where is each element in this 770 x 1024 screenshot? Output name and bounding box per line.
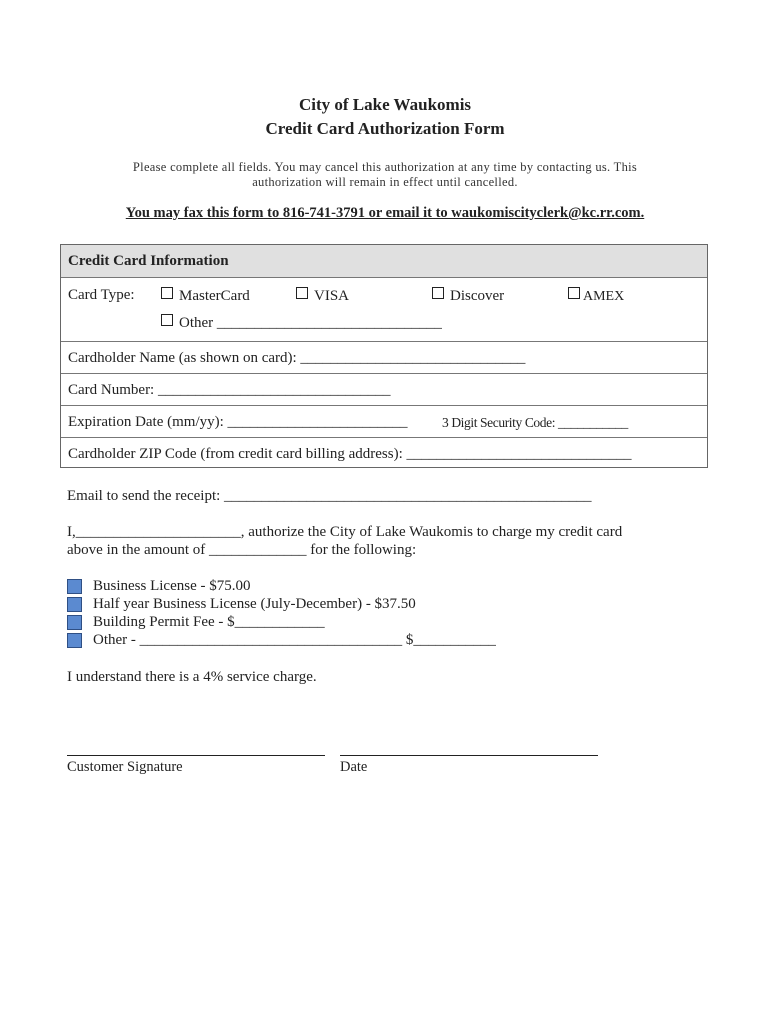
checkbox-icon[interactable] — [161, 287, 173, 299]
receipt-email-field[interactable]: Email to send the receipt: _________________________________________________ — [67, 488, 592, 504]
zip-row — [61, 437, 707, 468]
date-line[interactable] — [340, 755, 598, 756]
card-type-mastercard[interactable]: MasterCard — [161, 287, 250, 305]
authorization-line-1[interactable]: I,______________________, authorize the City of Lake Waukomis to charge my credit card — [67, 524, 623, 540]
cardholder-name-row — [61, 341, 707, 373]
checkbox-icon[interactable] — [161, 314, 173, 326]
item-checkbox[interactable] — [67, 579, 82, 594]
item-other[interactable]: Other - ___________________________________ $___________ — [93, 632, 496, 648]
checkbox-icon[interactable] — [568, 287, 580, 299]
instructions-line-1: Please complete all fields. You may cancel this authorization at any time by contacting us. This — [132, 160, 638, 174]
expiration-row — [61, 405, 707, 437]
customer-signature-label: Customer Signature — [67, 759, 183, 775]
item-checkbox[interactable] — [67, 615, 82, 630]
item-checkbox[interactable] — [67, 633, 82, 648]
authorization-line-2[interactable]: above in the amount of _____________ for the following: — [67, 542, 417, 558]
card-type-visa[interactable]: VISA — [296, 287, 349, 305]
card-type-label: Card Type: — [68, 287, 135, 303]
security-code-field[interactable]: 3 Digit Security Code: ___________ — [442, 415, 628, 430]
item-checkbox[interactable] — [67, 597, 82, 612]
card-type-other[interactable]: Other ______________________________ — [161, 314, 442, 332]
card-number-row — [61, 373, 707, 405]
form-title: Credit Card Authorization Form — [265, 119, 505, 138]
card-type-row — [61, 277, 707, 341]
form-org-title: City of Lake Waukomis — [298, 95, 472, 114]
item-business-license: Business License - $75.00 — [93, 578, 251, 594]
card-number-field[interactable]: Card Number: _______________________________ — [68, 382, 391, 398]
table-header-row — [61, 245, 707, 277]
instructions-line-2: authorization will remain in effect until cancelled. — [252, 175, 518, 189]
checkbox-icon[interactable] — [432, 287, 444, 299]
item-building-permit[interactable]: Building Permit Fee - $____________ — [93, 614, 325, 630]
expiration-date-field[interactable]: Expiration Date (mm/yy): ________________________ — [68, 414, 408, 430]
credit-card-info-table — [60, 244, 708, 468]
item-half-year-license: Half year Business License (July-December) - $37.50 — [93, 596, 416, 612]
card-type-amex[interactable]: AMEX — [568, 287, 624, 305]
zip-code-field[interactable]: Cardholder ZIP Code (from credit card billing address): ______________________________ — [68, 446, 632, 462]
date-label: Date — [340, 759, 368, 775]
service-charge-note: I understand there is a 4% service charge. — [67, 669, 317, 685]
card-type-discover[interactable]: Discover — [432, 287, 504, 305]
fax-email-notice: You may fax this form to 816-741-3791 or email it to waukomiscityclerk@kc.rr.com. — [125, 205, 645, 221]
customer-signature-line[interactable] — [67, 755, 325, 756]
checkbox-icon[interactable] — [296, 287, 308, 299]
cardholder-name-field[interactable]: Cardholder Name (as shown on card): ______________________________ — [68, 350, 526, 366]
section-heading: Credit Card Information — [68, 253, 229, 269]
other-card-blank[interactable]: ______________________________ — [216, 315, 442, 331]
